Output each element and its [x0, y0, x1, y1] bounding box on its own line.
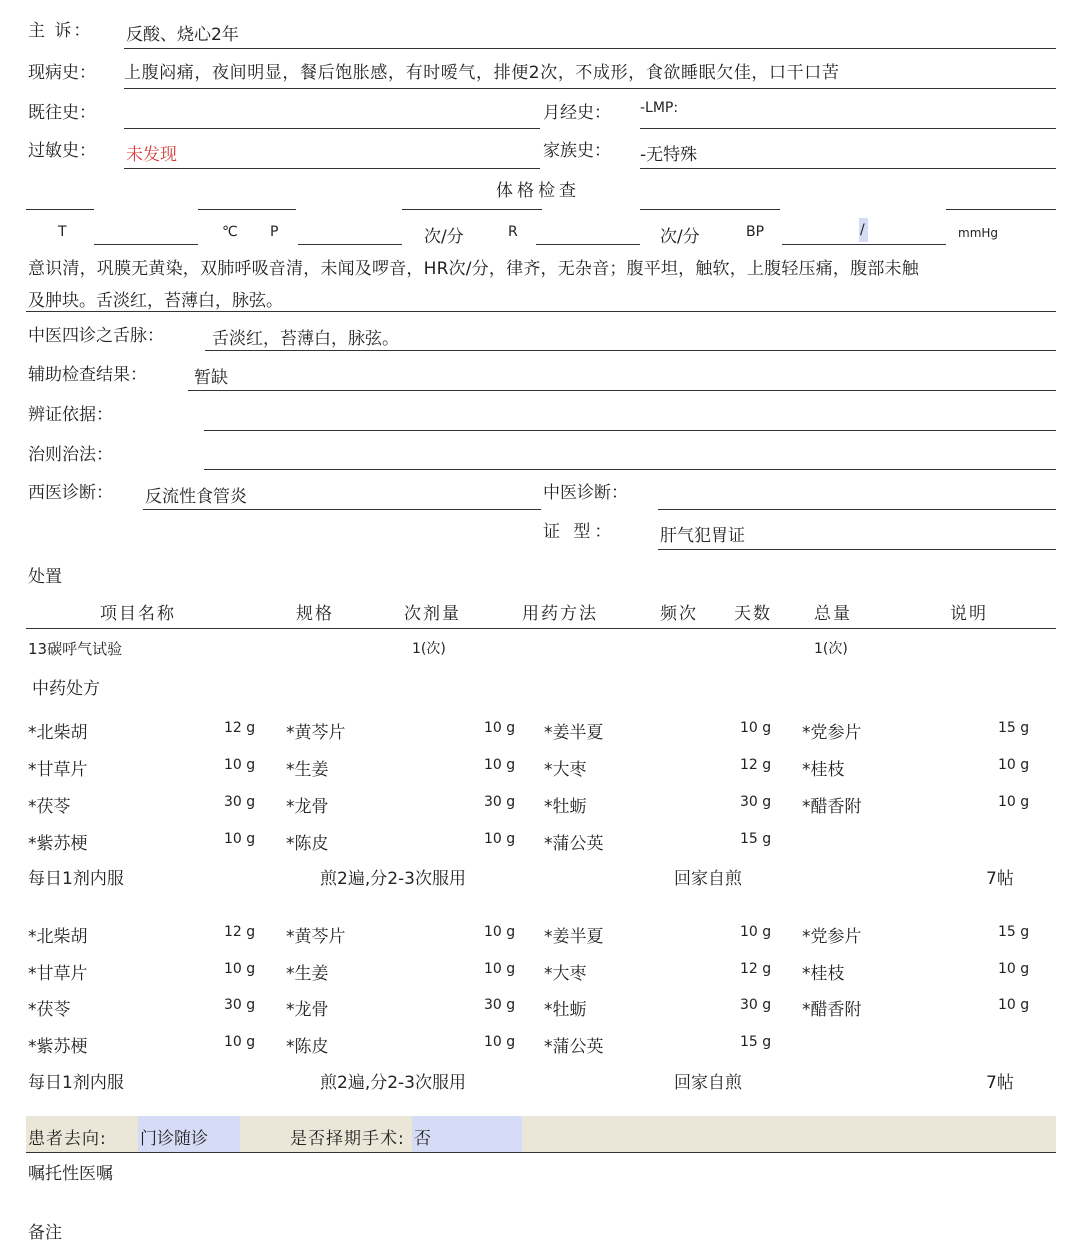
- present-illness-line: [124, 88, 1056, 89]
- western-diagnosis-label: 西医诊断：: [28, 483, 113, 503]
- differentiation-basis-label: 辨证依据：: [28, 405, 113, 425]
- tcm-diagnosis-label: 中医诊断：: [543, 483, 628, 503]
- prescription-usage[interactable]: 每日1剂内服: [28, 869, 124, 889]
- herb-qty[interactable]: 10 g: [740, 924, 772, 940]
- herb-qty[interactable]: 12 g: [740, 961, 772, 977]
- herb-name[interactable]: *醋香附: [802, 797, 862, 817]
- bp-unit: mmHg: [958, 226, 999, 240]
- family-history-value[interactable]: -无特殊: [640, 145, 698, 165]
- herb-name[interactable]: *紫苏梗: [28, 1037, 88, 1057]
- temperature-unit: ℃: [222, 224, 238, 240]
- menstrual-line: [640, 128, 1056, 129]
- pulse-unit: 次/分: [424, 227, 464, 247]
- herb-name[interactable]: *姜半夏: [544, 723, 604, 743]
- tcm-diagnosis-line: [658, 509, 1056, 510]
- herb-name[interactable]: *党参片: [802, 723, 862, 743]
- family-history-line: [640, 168, 1056, 169]
- herb-qty[interactable]: 10 g: [224, 961, 256, 977]
- chief-complaint-label: 主 诉：: [28, 21, 93, 41]
- herb-qty[interactable]: 10 g: [740, 720, 772, 736]
- herb-qty[interactable]: 10 g: [484, 757, 516, 773]
- herb-qty[interactable]: 10 g: [998, 997, 1030, 1013]
- col-total: 总量: [814, 604, 852, 624]
- herb-qty[interactable]: 10 g: [484, 924, 516, 940]
- prescription-usage[interactable]: 每日1剂内服: [28, 1073, 124, 1093]
- herb-qty[interactable]: 12 g: [224, 924, 256, 940]
- treatment-item-dose[interactable]: 1(次): [412, 641, 446, 657]
- col-usage: 用药方法: [522, 604, 598, 624]
- herb-name[interactable]: *龙骨: [286, 1000, 329, 1020]
- treatment-item-total[interactable]: 1(次): [814, 641, 848, 657]
- herb-qty[interactable]: 10 g: [998, 757, 1030, 773]
- herb-name[interactable]: *黄芩片: [286, 927, 346, 947]
- herb-name[interactable]: *陈皮: [286, 1037, 329, 1057]
- tongue-pulse-label: 中医四诊之舌脉：: [28, 326, 164, 346]
- prescription-method[interactable]: 煎2遍,分2-3次服用: [320, 869, 466, 889]
- exam-line-4: [640, 209, 780, 210]
- col-dose: 次剂量: [404, 604, 461, 624]
- allergy-value[interactable]: 未发现: [126, 145, 177, 165]
- herb-name[interactable]: *桂枝: [802, 760, 845, 780]
- family-history-label: 家族史：: [543, 141, 611, 161]
- advice-label: 嘱托性医嘱: [28, 1164, 113, 1184]
- bp-field[interactable]: [782, 244, 946, 245]
- treatment-principle-label: 治则治法：: [28, 445, 113, 465]
- destination-line: [26, 1152, 1056, 1153]
- herb-qty[interactable]: 15 g: [740, 1034, 772, 1050]
- herb-qty[interactable]: 15 g: [998, 720, 1030, 736]
- herb-name[interactable]: *大枣: [544, 760, 587, 780]
- present-illness-value[interactable]: 上腹闷痛，夜间明显，餐后饱胀感，有时嗳气，排便2次，不成形，食欲睡眠欠佳，口干口苦: [124, 63, 840, 83]
- herb-qty[interactable]: 10 g: [998, 794, 1030, 810]
- herb-name[interactable]: *北柴胡: [28, 927, 88, 947]
- herb-qty[interactable]: 30 g: [224, 997, 256, 1013]
- herb-name[interactable]: *茯苓: [28, 1000, 71, 1020]
- bp-label: BP: [746, 224, 765, 240]
- herb-name[interactable]: *醋香附: [802, 1000, 862, 1020]
- herb-qty[interactable]: 12 g: [224, 720, 256, 736]
- col-note: 说明: [950, 604, 988, 624]
- exam-findings-line1[interactable]: 意识清，巩膜无黄染，双肺呼吸音清，未闻及啰音，HR次/分，律齐，无杂音；腹平坦，触软，上腹轻压痛，腹部未触: [28, 259, 919, 279]
- physical-exam-title: 体格检查: [496, 181, 580, 201]
- herb-name[interactable]: *牡蛎: [544, 797, 587, 817]
- exam-findings-line: [26, 311, 1056, 312]
- prescription-decoction[interactable]: 回家自煎: [674, 869, 742, 889]
- herb-qty[interactable]: 10 g: [484, 831, 516, 847]
- western-diagnosis-line: [143, 509, 541, 510]
- menstrual-label: 月经史：: [543, 103, 611, 123]
- herb-name[interactable]: *龙骨: [286, 797, 329, 817]
- herb-qty[interactable]: 10 g: [224, 1034, 256, 1050]
- col-days: 天数: [734, 604, 772, 624]
- destination-label: 患者去向:: [28, 1129, 107, 1149]
- chief-complaint-value[interactable]: 反酸、烧心2年: [126, 25, 239, 45]
- chief-complaint-line: [124, 48, 1056, 49]
- remarks-label: 备注: [28, 1223, 62, 1243]
- prescription-method[interactable]: 煎2遍,分2-3次服用: [320, 1073, 466, 1093]
- temperature-field[interactable]: [94, 244, 198, 245]
- pulse-field[interactable]: [298, 244, 402, 245]
- herb-qty[interactable]: 10 g: [484, 1034, 516, 1050]
- past-history-line: [124, 128, 540, 129]
- herb-name[interactable]: *陈皮: [286, 834, 329, 854]
- elective-surgery-label: 是否择期手术:: [290, 1129, 405, 1149]
- herb-qty[interactable]: 30 g: [484, 794, 516, 810]
- herb-qty[interactable]: 10 g: [998, 961, 1030, 977]
- differentiation-basis-field[interactable]: [204, 430, 1056, 431]
- temperature-label: T: [58, 224, 67, 240]
- syndrome-label: 证 型：: [543, 522, 616, 542]
- herbal-prescription-title: 中药处方: [32, 679, 100, 699]
- elective-surgery-value[interactable]: 否: [414, 1129, 431, 1149]
- herb-name[interactable]: *党参片: [802, 927, 862, 947]
- herb-qty[interactable]: 30 g: [484, 997, 516, 1013]
- herb-name[interactable]: *姜半夏: [544, 927, 604, 947]
- herb-name[interactable]: *蒲公英: [544, 1037, 604, 1057]
- herb-qty[interactable]: 10 g: [484, 720, 516, 736]
- herb-qty[interactable]: 10 g: [224, 757, 256, 773]
- herb-qty[interactable]: 10 g: [224, 831, 256, 847]
- prescription-decoction[interactable]: 回家自煎: [674, 1073, 742, 1093]
- col-item-name: 项目名称: [100, 604, 176, 624]
- aux-exam-value[interactable]: 暂缺: [194, 368, 228, 388]
- herb-name[interactable]: *甘草片: [28, 964, 88, 984]
- respiration-label: R: [508, 224, 518, 240]
- exam-line-3: [402, 209, 542, 210]
- bp-slash: /: [860, 222, 865, 238]
- herb-name[interactable]: *桂枝: [802, 964, 845, 984]
- herb-qty[interactable]: 30 g: [740, 794, 772, 810]
- herb-qty[interactable]: 30 g: [224, 794, 256, 810]
- tongue-pulse-value[interactable]: 舌淡红，苔薄白，脉弦。: [212, 329, 399, 349]
- herb-name[interactable]: *大枣: [544, 964, 587, 984]
- herb-name[interactable]: *蒲公英: [544, 834, 604, 854]
- herb-qty[interactable]: 15 g: [998, 924, 1030, 940]
- col-spec: 规格: [296, 604, 334, 624]
- allergy-label: 过敏史：: [28, 141, 96, 161]
- tongue-pulse-line: [205, 350, 1056, 351]
- herb-name[interactable]: *黄芩片: [286, 723, 346, 743]
- herb-qty[interactable]: 30 g: [740, 997, 772, 1013]
- treatment-title: 处置: [28, 567, 62, 587]
- treatment-item-name[interactable]: 13碳呼气试验: [28, 640, 123, 658]
- herb-name[interactable]: *牡蛎: [544, 1000, 587, 1020]
- aux-exam-label: 辅助检查结果：: [28, 365, 147, 385]
- pulse-label: P: [270, 224, 279, 240]
- herb-qty[interactable]: 15 g: [740, 831, 772, 847]
- present-illness-label: 现病史：: [28, 63, 96, 83]
- herb-qty[interactable]: 10 g: [484, 961, 516, 977]
- syndrome-line: [658, 549, 1056, 550]
- prescription-count[interactable]: 7帖: [986, 869, 1014, 889]
- treatment-header-line: [26, 628, 1056, 629]
- destination-value[interactable]: 门诊随诊: [140, 1129, 208, 1149]
- exam-findings-line2[interactable]: 及肿块。舌淡红，苔薄白，脉弦。: [28, 291, 283, 311]
- herb-name[interactable]: *生姜: [286, 964, 329, 984]
- syndrome-value[interactable]: 肝气犯胃证: [660, 526, 745, 546]
- exam-line-1: [26, 209, 94, 210]
- past-history-label: 既往史：: [28, 103, 96, 123]
- herb-name[interactable]: *北柴胡: [28, 723, 88, 743]
- western-diagnosis-value[interactable]: 反流性食管炎: [145, 487, 247, 507]
- herb-name[interactable]: *生姜: [286, 760, 329, 780]
- exam-line-5: [946, 209, 1056, 210]
- allergy-line: [124, 168, 540, 169]
- respiration-field[interactable]: [536, 244, 640, 245]
- exam-line-2: [198, 209, 296, 210]
- herb-name[interactable]: *甘草片: [28, 760, 88, 780]
- herb-name[interactable]: *茯苓: [28, 797, 71, 817]
- menstrual-value[interactable]: -LMP:: [640, 100, 679, 116]
- aux-exam-line: [188, 390, 1056, 391]
- respiration-unit: 次/分: [660, 227, 700, 247]
- herb-qty[interactable]: 12 g: [740, 757, 772, 773]
- col-frequency: 频次: [660, 604, 698, 624]
- prescription-count[interactable]: 7帖: [986, 1073, 1014, 1093]
- herb-name[interactable]: *紫苏梗: [28, 834, 88, 854]
- treatment-principle-field[interactable]: [204, 469, 1056, 470]
